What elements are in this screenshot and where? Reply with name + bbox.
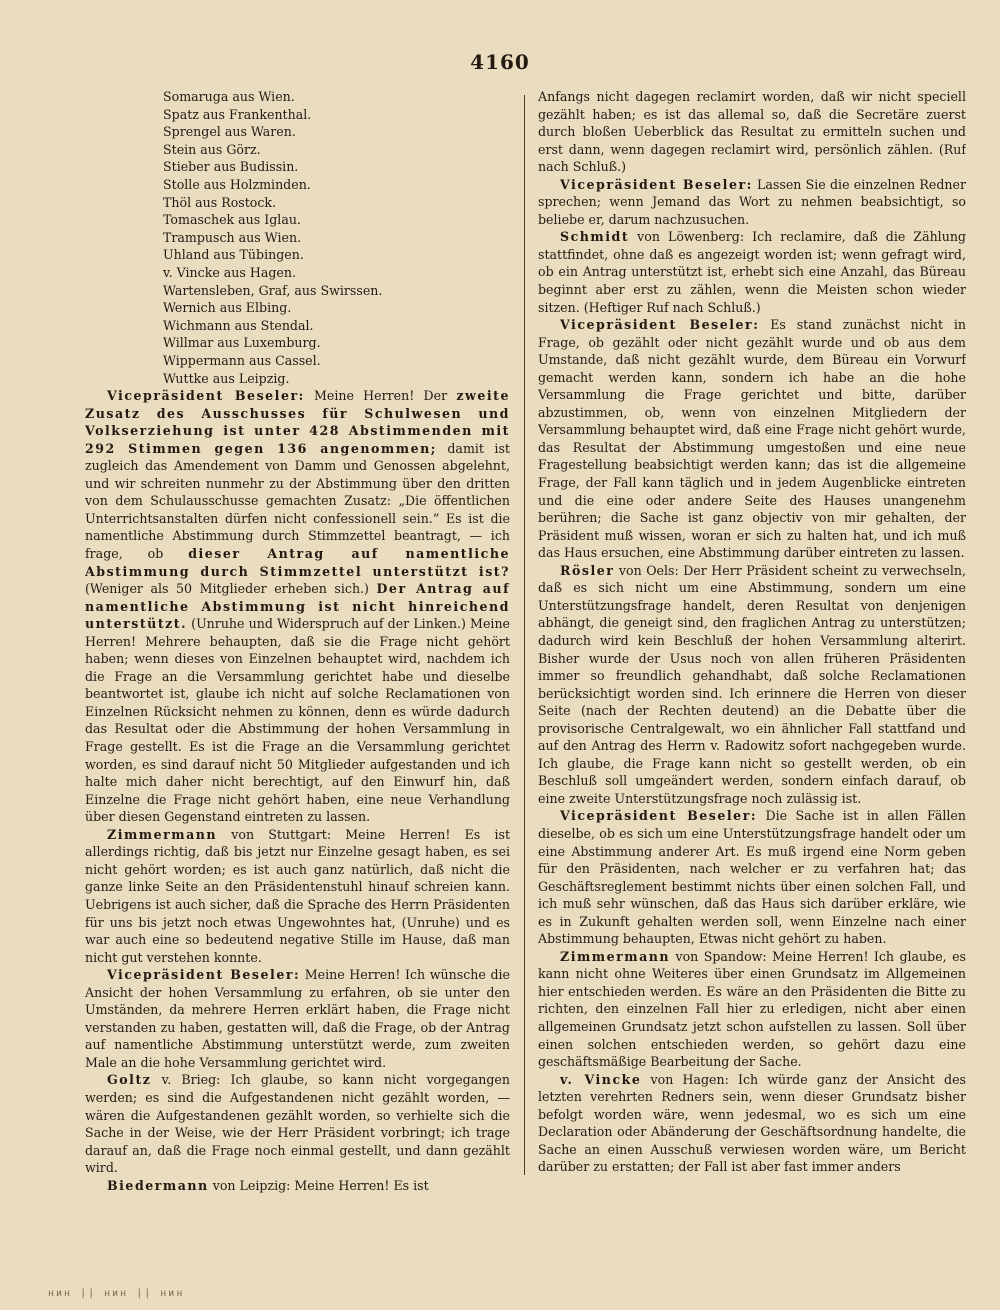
- paragraph-goltz: [85, 1071, 510, 1176]
- speech-text: Lassen Sie die einzelnen Redner sprechen; wenn Jemand das Wort zu nehmen beabsichtigt, so beliebe er, darum nachzusuchen.: [538, 176, 966, 227]
- paragraph-beseler-1: [85, 387, 510, 826]
- speech-text: von Löwenberg: Ich reclamire, daß die Zählung stattfindet, ohne daß es angezeigt worden ist; wenn gefragt wird, ob ein Antrag unterstützt ist, erhebt sich eine Anzahl, das Büreau beginnt aber erst zu zählen, wenn die Meisten schon wieder sitzen. (Heftiger Ruf nach Schluß.): [538, 229, 966, 315]
- roll-call-entry: Stein aus Görz.: [163, 141, 261, 157]
- speech-text: von Spandow: Meine Herren! Ich glaube, es kann nicht ohne Weiteres über einen Grundsatz im Allgemeinen hier entschieden werden. Es wäre an den Präsidenten die Bitte zu richten, den einzelnen Fall hier zu erledigen, nicht aber einen allgemeinen Grundsatz jetzt schon aufstellen zu lassen. Soll über einen solchen entschieden werden, so gehört dazu eine geschäftsmäßige Bearbeitung der Sache.: [538, 948, 966, 1070]
- roll-call-entry: Trampusch aus Wien.: [163, 229, 302, 245]
- emphasized-text: dieser Antrag auf namentliche Abstimmung durch Stimmzettel unterstützt ist?: [85, 546, 510, 579]
- emphasized-text: Der Antrag auf namentliche Abstimmung ist nicht hinreichend unterstützt.: [85, 581, 510, 632]
- paragraph-zimmermann-stuttgart: [85, 826, 510, 966]
- paragraph-vincke: [538, 1071, 966, 1176]
- roll-call-entry: Wartensleben, Graf, aus Swirssen.: [163, 282, 383, 298]
- paragraph-beseler-4: [538, 316, 966, 562]
- paragraph-zimmermann-spandow: [538, 948, 966, 1071]
- speech-text: von Leipzig: Meine Herren! Es ist: [212, 1177, 429, 1193]
- speech-text: (Unruhe und Widerspruch auf der Linken.) Meine Herren! Mehrere behaupten, daß sie die Frage nicht gehört haben; wenn dieses von Einzelnen behauptet wird, nachdem ich die Frage an die Versammlung gerichtet habe und dieselbe beantwortet ist, glaube ich nicht auf solche Reclamationen von Einzelnen Rücksicht nehmen zu können, denn es würde dadurch das Resultat oder die Abstimmung der hohen Versammlung in Frage gestellt. Es ist die Frage an die Versammlung gerichtet worden, es sind darauf nicht 50 Mitglieder aufgestanden und ich halte mich daher nicht berechtigt, auf den Einwurf hin, daß Einzelne die Frage nicht gehört haben, eine neue Verhandlung über diesen Gegenstand eintreten zu lassen.: [85, 616, 510, 825]
- speech-text: von Oels: Der Herr Präsident scheint zu verwechseln, daß es sich nicht um eine Abstimmung, sondern um eine Unterstützungsfrage handelt, deren Resultat von denjenigen abhängt, die geneigt sind, den fraglichen Antrag zu unterstützen; dadurch wird kein Beschluß der hohen Versammlung alterirt. Bisher wurde der Usus noch von allen früheren Präsidenten immer so freundlich gehandhabt, daß solche Reclamationen berücksichtigt worden sind. Ich erinnere die Herren von dieser Seite (nach der Rechten deutend) an die Debatte über die provisorische Centralgewalt, wo ein ähnlicher Fall stattfand und auf den Antrag des Herrn v. Radowitz sofort nachgegeben wurde. Ich glaube, die Frage kann nicht so gestellt werden, ob ein Beschluß soll umgeändert werden, sondern einfach darauf, ob eine zweite Unterstützungsfrage noch zulässig ist.: [538, 562, 966, 806]
- speech-text: Es stand zunächst nicht in Frage, ob gezählt oder nicht gezählt wurde und ob aus dem Umstande, daß nicht gezählt wurde, dem Büreau ein Vorwurf gemacht werden kann, sondern ich habe an die hohe Versammlung die Frage gerichtet und bitte, darüber abzustimmen, ob, wenn von einzelnen Mitgliedern der Versammlung behauptet wird, daß eine Frage nicht gehört wurde, das Resultat der Abstimmung umgestoßen und eine neue Fragestellung beabsichtigt werden kann; das ist die allgemeine Frage, der Fall kann täglich und in jedem Augenblicke eintreten und die eine oder andere Seite des Hauses unangenehm berühren; die Sache ist ganz objectiv von mir gehalten, der Präsident muß wissen, woran er sich zu halten hat, und ich muß das Haus ersuchen, eine Abstimmung darüber eintreten zu lassen.: [538, 317, 966, 561]
- column-divider: [524, 95, 525, 1175]
- roll-call-entry: Wichmann aus Stendal.: [163, 317, 314, 333]
- roll-call-entry: Wernich aus Elbing.: [163, 300, 292, 316]
- paragraph-beseler-2: [85, 966, 510, 1071]
- roll-call-entry: Spatz aus Frankenthal.: [163, 106, 312, 122]
- speaker-name: Vicepräsident Beseler:: [560, 808, 757, 824]
- speech-text: (Weniger als 50 Mitglieder erheben sich.): [85, 581, 369, 597]
- right-column: [538, 88, 966, 1228]
- left-column: [85, 88, 510, 1228]
- speech-text: Meine Herren! Ich wünsche die Ansicht der hohen Versammlung zu erfahren, ob sie unter den Umständen, da mehrere Herren erklärt haben, die Frage nicht verstanden zu haben, gestatten will, daß die Frage, ob der Antrag auf namentliche Abstimmung unterstützt werde, zum zweiten Male an die hohe Versammlung gerichtet wird.: [85, 967, 510, 1070]
- speech-text: v. Brieg: Ich glaube, so kann nicht vorgegangen werden; es sind die Aufgestandenen nicht gezählt worden, — wären die Aufgestandenen gezählt worden, so verhielte sich die Sache in der Weise, wie der Herr Präsident vorbringt; ich trage darauf an, daß die Frage noch einmal gestellt, und dann gezählt wird.: [85, 1072, 510, 1176]
- speech-text: von Stuttgart: Meine Herren! Es ist allerdings richtig, daß bis jetzt nur Einzelne gesagt haben, es sei nicht gehört worden; es ist auch ganz natürlich, daß nicht die ganze linke Seite an den Präsidentenstuhl hinauf schreien kann. Uebrigens ist auch sicher, daß die Sprache des Herrn Präsidenten für uns bis jetzt noch etwas Ungewohntes hat, (Unruhe) und es war auch eine so bedeutend negative Stille im Hause, daß man nicht gut verstehen konnte.: [85, 826, 510, 965]
- speaker-name: Zimmermann: [107, 826, 218, 842]
- roll-call-entry: Stieber aus Budissin.: [163, 159, 299, 175]
- roll-call-entry: Somaruga aus Wien.: [163, 89, 295, 104]
- speaker-name: Zimmermann: [560, 948, 671, 964]
- roll-call-entry: Tomaschek aus Iglau.: [163, 212, 301, 228]
- speech-text: Die Sache ist in allen Fällen dieselbe, ob es sich um eine Unterstützungsfrage handelt oder um eine Abstimmung anderer Art. Es muß irgend eine Norm geben für den Präsidenten, nach welcher er zu verfahren hat; das Geschäftsreglement bestimmt nichts über einen solchen Fall, und ich muß sehr wünschen, daß das Haus sich darüber erkläre, wie es in Zukunft gehalten werden soll, wenn Einzelne nach einer Abstimmung behaupten, Etwas nicht gehört zu haben.: [538, 808, 966, 947]
- paragraph-beseler-3: [538, 176, 966, 229]
- speaker-name: Goltz: [107, 1072, 152, 1088]
- speech-text: Anfangs nicht dagegen reclamirt worden, daß wir nicht speciell gezählt haben; es ist das allemal so, daß die Secretäre zuerst durch bloßen Ueberblick das Resultat zu ermitteln suchen und erst dann, wenn dagegen reclamirt wird, persönlich zählen. (Ruf nach Schluß.): [538, 89, 966, 175]
- roll-call-entry: Uhland aus Tübingen.: [163, 247, 304, 263]
- speaker-name: Biedermann: [107, 1177, 209, 1193]
- speech-text: damit ist zugleich das Amendement von Damm und Genossen abgelehnt, und wir schreiten nunmehr zu der Abstimmung über den dritten von dem Schulausschusse gemachten Zusatz: „Die öffentlichen Unterrichtsanstalten dürfen nicht confessionell sein.“ Es ist die namentliche Abstimmung durch Stimmzettel beantragt, — ich frage, ob: [85, 440, 510, 562]
- roll-call-entry: Stolle aus Holzminden.: [163, 176, 311, 192]
- speaker-name: Rösler: [560, 562, 615, 578]
- roll-call-entry: Wuttke aus Leipzig.: [163, 370, 290, 386]
- speaker-name: Schmidt: [560, 229, 630, 245]
- binding-marks: нин || нин || нин: [48, 1288, 185, 1299]
- paragraph-roesler: [538, 562, 966, 808]
- roll-call-entry: Wippermann aus Cassel.: [163, 352, 321, 368]
- page-number: 4160: [470, 50, 530, 74]
- speaker-name: Vicepräsident Beseler:: [107, 967, 301, 983]
- roll-call-entry: Willmar aus Luxemburg.: [163, 335, 321, 351]
- roll-call-entry: v. Vincke aus Hagen.: [163, 264, 296, 280]
- speaker-name: v. Vincke: [560, 1071, 642, 1087]
- speaker-name: Vicepräsident Beseler:: [107, 388, 305, 404]
- roll-call-list: [163, 88, 510, 387]
- paragraph-continuation: [538, 88, 966, 176]
- emphasized-text: zweite Zusatz des Ausschusses für Schulwesen und Volkserziehung ist unter 428 Abstimmenden mit 292 Stimmen gegen 136 angenommen;: [85, 388, 510, 456]
- speech-text: von Hagen: Ich würde ganz der Ansicht des letzten verehrten Redners sein, wenn dieser Grundsatz bisher befolgt worden wäre, wenn jedesmal, wo es sich um eine Declaration oder Abänderung der Geschäftsordnung handelte, die Sache an einen Ausschuß verwiesen worden wäre, um Bericht darüber zu erstatten; der Fall ist aber fast immer anders: [538, 1071, 966, 1175]
- roll-call-entry: Thöl aus Rostock.: [163, 194, 277, 210]
- paragraph-beseler-5: [538, 807, 966, 947]
- speaker-name: Vicepräsident Beseler:: [560, 176, 753, 192]
- speaker-name: Vicepräsident Beseler:: [560, 317, 760, 333]
- paragraph-biedermann: [85, 1177, 510, 1195]
- speech-text: Meine Herren! Der: [314, 388, 448, 404]
- roll-call-entry: Sprengel aus Waren.: [163, 124, 296, 140]
- paragraph-schmidt: [538, 228, 966, 316]
